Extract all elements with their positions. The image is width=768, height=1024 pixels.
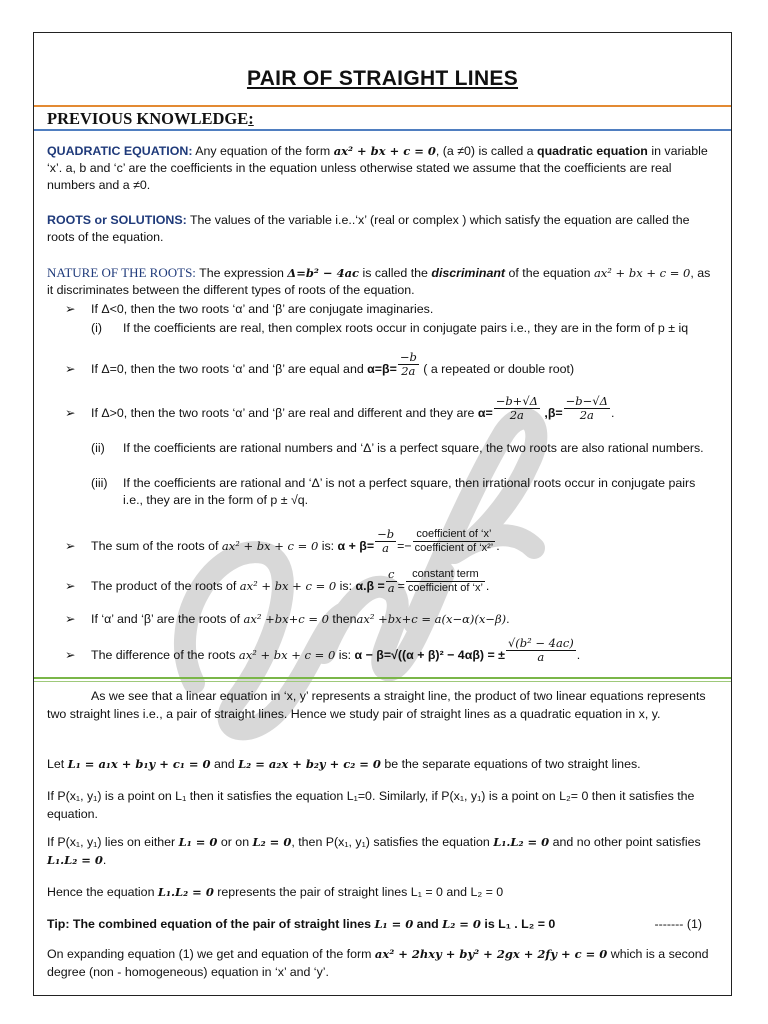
- hence-paragraph: Hence the equation L₁.L₂ = 0 represents the pair of straight lines L₁ = 0 and L₂ = 0: [47, 885, 504, 899]
- equation-reference: ------- (1): [654, 917, 702, 931]
- arrow-bullet-icon: ➢: [65, 406, 76, 420]
- intro-paragraph: As we see that a linear equation in ‘x, y’ represents a straight line, the product of two linear equations represents two straight lines i.e., a pair of straight lines. Hence we study pair of straight lines as a quadratic equation in x, y.: [47, 689, 706, 721]
- arrow-bullet-icon: ➢: [65, 539, 76, 553]
- either-line-paragraph: If P(x₁, y₁) lies on either L₁ = 0 or on L₂ = 0, then P(x₁, y₁) satisfies the equation L₁.L₂ = 0 and no other point satisfies L₁.L₂ = 0.: [47, 835, 701, 867]
- point-on-line-paragraph: If P(x₁, y₁) is a point on L₁ then it satisfies the equation L₁=0. Similarly, if P(x₁, y₁) is a point on L₂= 0 then it satisfies the equation.: [47, 789, 695, 821]
- divider-green: [34, 677, 731, 679]
- page-frame: PAIR OF STRAIGHT LINES PREVIOUS KNOWLEDGE: QUADRATIC EQUATION: Any equation of the form ax² + bx + c = 0, (a ≠0) is called a quadratic equation in variable ‘x’. a, b and ‘c’ are the coefficients in the equation unless otherwise stated we assume that the coefficients are real numbers and a ≠0. ROOTS or SOLUTIONS: The values of the variable i.e..‘x’ (real or complex ) which satisfy the equation are called the roots of the equation. NATURE OF THE ROOTS: The expression Δ=b² − 4ac is called the discriminant of the equation ax² + bx + c = 0, as it discriminates between the different types of roots of the equation. ➢ If Δ<0, then the two roots ‘α’ and ‘β’ are conjugate imaginaries. (i) If the coefficients are real, then complex roots occur in conjugate pairs i.e., they are in the form of p ± iq ➢ If Δ=0, then the two roots ‘α’ and ‘β’ are equal and α=β= $\frac{-b}{2a}$ ( a repeated or double root) ➢ If Δ>0, then the two roots ‘α’ and ‘β’ are real and different and they are α= $\frac{-b+√\Delta}{2a}$ ,β= $\frac{-b-√\Delta}{2a}$ . (ii) If the coefficients are rational numbers and ‘Δ’ is a perfect square, the two roots are also rational numbers. (iii) If the coefficients are rational and ‘Δ’ is not a perfect square, then irrational roots occur in conjugate pairs i.e., they are in the form of p ± √q. ➢ The sum of the roots of ax² + bx + c = 0 is: α + β= $\frac{-b}{a}$ =− $\frac{\text{coefficient of ‘x’}}{\text{coefficient of ‘x²’}}$ . ➢ The product of the roots of ax² + bx + c = 0 is: α.β = $\frac{c}{a}$ = $\frac{\text{constant term}}{\text{coefficient of ‘x’}}$ . ➢ If ‘α’ and ‘β’ are the roots of ax² +bx+c = 0 thenax² +bx+c = a(x−α)(x−β). ➢ The difference of the roots ax² + bx + c = 0 is: α − β=√((α + β)² − 4αβ) = ± $\frac{\text{√(b² − 4ac)}}{a}$ . As we see that a linear equation in ‘x, y’ represents a straight line, the product of two linear equations represents two straight lines i.e., a pair of straight lines. Hence we study pair of straight lines as a quadratic equation in x, y. Let L₁ = a₁x + b₁y + c₁ = 0 and L₂ = a₂x + b₂y + c₂ = 0 be the separate equations of two straight lines. If P(x₁, y₁) is a point on L₁ then it satisfies the equation L₁=0. Similarly, if P(x₁, y₁) is a point on L₂= 0 then it satisfies the equation. If P(x₁, y₁) lies on either L₁ = 0 or on L₂ = 0, then P(x₁, y₁) satisfies the equation L₁.L₂ = 0 and no other point satisfies L₁.L₂ = 0. Hence the equation L₁.L₂ = 0 represents the pair of straight lines L₁ = 0 and L₂ = 0 Tip: The combined equation of the pair of straight lines L₁ = 0 and L₂ = 0 is L₁ . L₂ = 0 ------- (1) On expanding equation (1) we get and equation of the form ax² + 2hxy + by² + 2gx + 2fy + c = 0 which is a second degree (non - homogeneous) equation in ‘x’ and ‘y’.: [33, 32, 732, 996]
- page-title: PAIR OF STRAIGHT LINES: [246, 67, 519, 90]
- quadratic-equation-paragraph: QUADRATIC EQUATION: Any equation of the form ax² + bx + c = 0, (a ≠0) is called a quadratic equation in variable ‘x’. a, b and ‘c’ are the coefficients in the equation unless otherwise stated we assume that the coefficients are real numbers and a ≠0.: [47, 144, 708, 192]
- divider-blue: [34, 129, 731, 131]
- arrow-bullet-icon: ➢: [65, 648, 76, 662]
- lines-definition-paragraph: Let L₁ = a₁x + b₁y + c₁ = 0 and L₂ = a₂x + b₂y + c₂ = 0 be the separate equations of two straight lines.: [47, 757, 641, 771]
- arrow-bullet-icon: ➢: [65, 362, 76, 376]
- divider-orange: [34, 105, 731, 107]
- arrow-bullet-icon: ➢: [65, 579, 76, 593]
- tip-paragraph: Tip: The combined equation of the pair of straight lines L₁ = 0 and L₂ = 0 is L₁ . L₂ = 0 ------- (1): [47, 917, 702, 931]
- arrow-bullet-icon: ➢: [65, 612, 76, 626]
- nature-paragraph: NATURE OF THE ROOTS: The expression Δ=b² − 4ac is called the discriminant of the equation ax² + bx + c = 0, as it discriminates between the different types of roots of the equation.: [47, 265, 711, 297]
- roots-paragraph: ROOTS or SOLUTIONS: The values of the variable i.e..‘x’ (real or complex ) which satisfy the equation are called the roots of the equation.: [47, 213, 690, 244]
- section-heading-previous-knowledge: PREVIOUS KNOWLEDGE:: [47, 109, 254, 128]
- expanding-paragraph: On expanding equation (1) we get and equation of the form ax² + 2hxy + by² + 2gx + 2fy + c = 0 which is a second degree (non - homogeneous) equation in ‘x’ and ‘y’.: [47, 947, 709, 979]
- divider-green-thin: [34, 681, 731, 682]
- arrow-bullet-icon: ➢: [65, 302, 76, 316]
